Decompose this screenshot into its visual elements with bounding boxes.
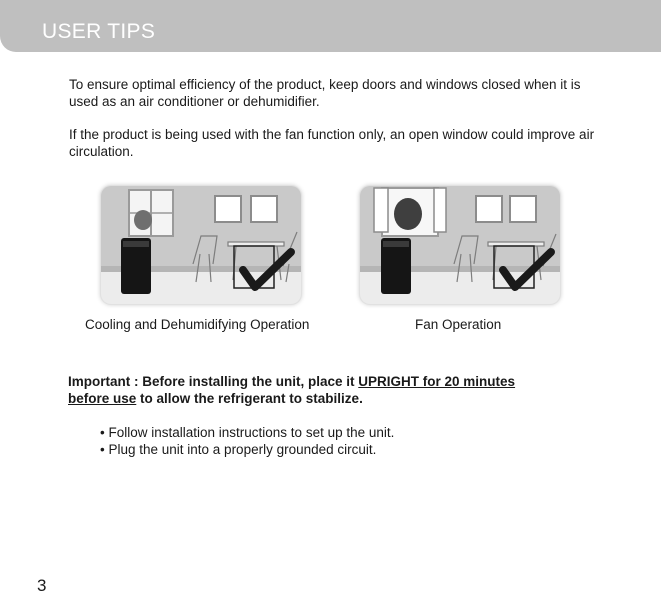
list-item: • Plug the unit into a properly grounded circuit. [100,442,377,457]
intro-paragraph-2: If the product is being used with the fan function only, an open window could improve air circulation. [69,127,595,159]
intro-paragraph-1: To ensure optimal efficiency of the product, keep doors and windows closed when it is used as an air conditioner or dehumidifier. [69,77,581,109]
header-bar [0,0,661,52]
caption-cooling: Cooling and Dehumidifying Operation [85,317,310,332]
page-number: 3 [37,576,47,595]
important-underlined-a: UPRIGHT for 20 minutes [358,374,516,389]
instruction-list [100,424,394,458]
section-title: USER TIPS [42,20,156,43]
important-tail: to allow the refrigerant to stabilize. [136,391,363,406]
fan-operation-photo [359,185,561,305]
list-item: • Follow installation instructions to set up the unit. [100,425,395,440]
important-lead: Important : Before installing the unit, place it [68,374,359,389]
caption-fan: Fan Operation [415,317,502,332]
important-underlined-b: before use [68,391,137,406]
cooling-operation-photo [100,185,302,305]
important-notice [68,373,548,407]
